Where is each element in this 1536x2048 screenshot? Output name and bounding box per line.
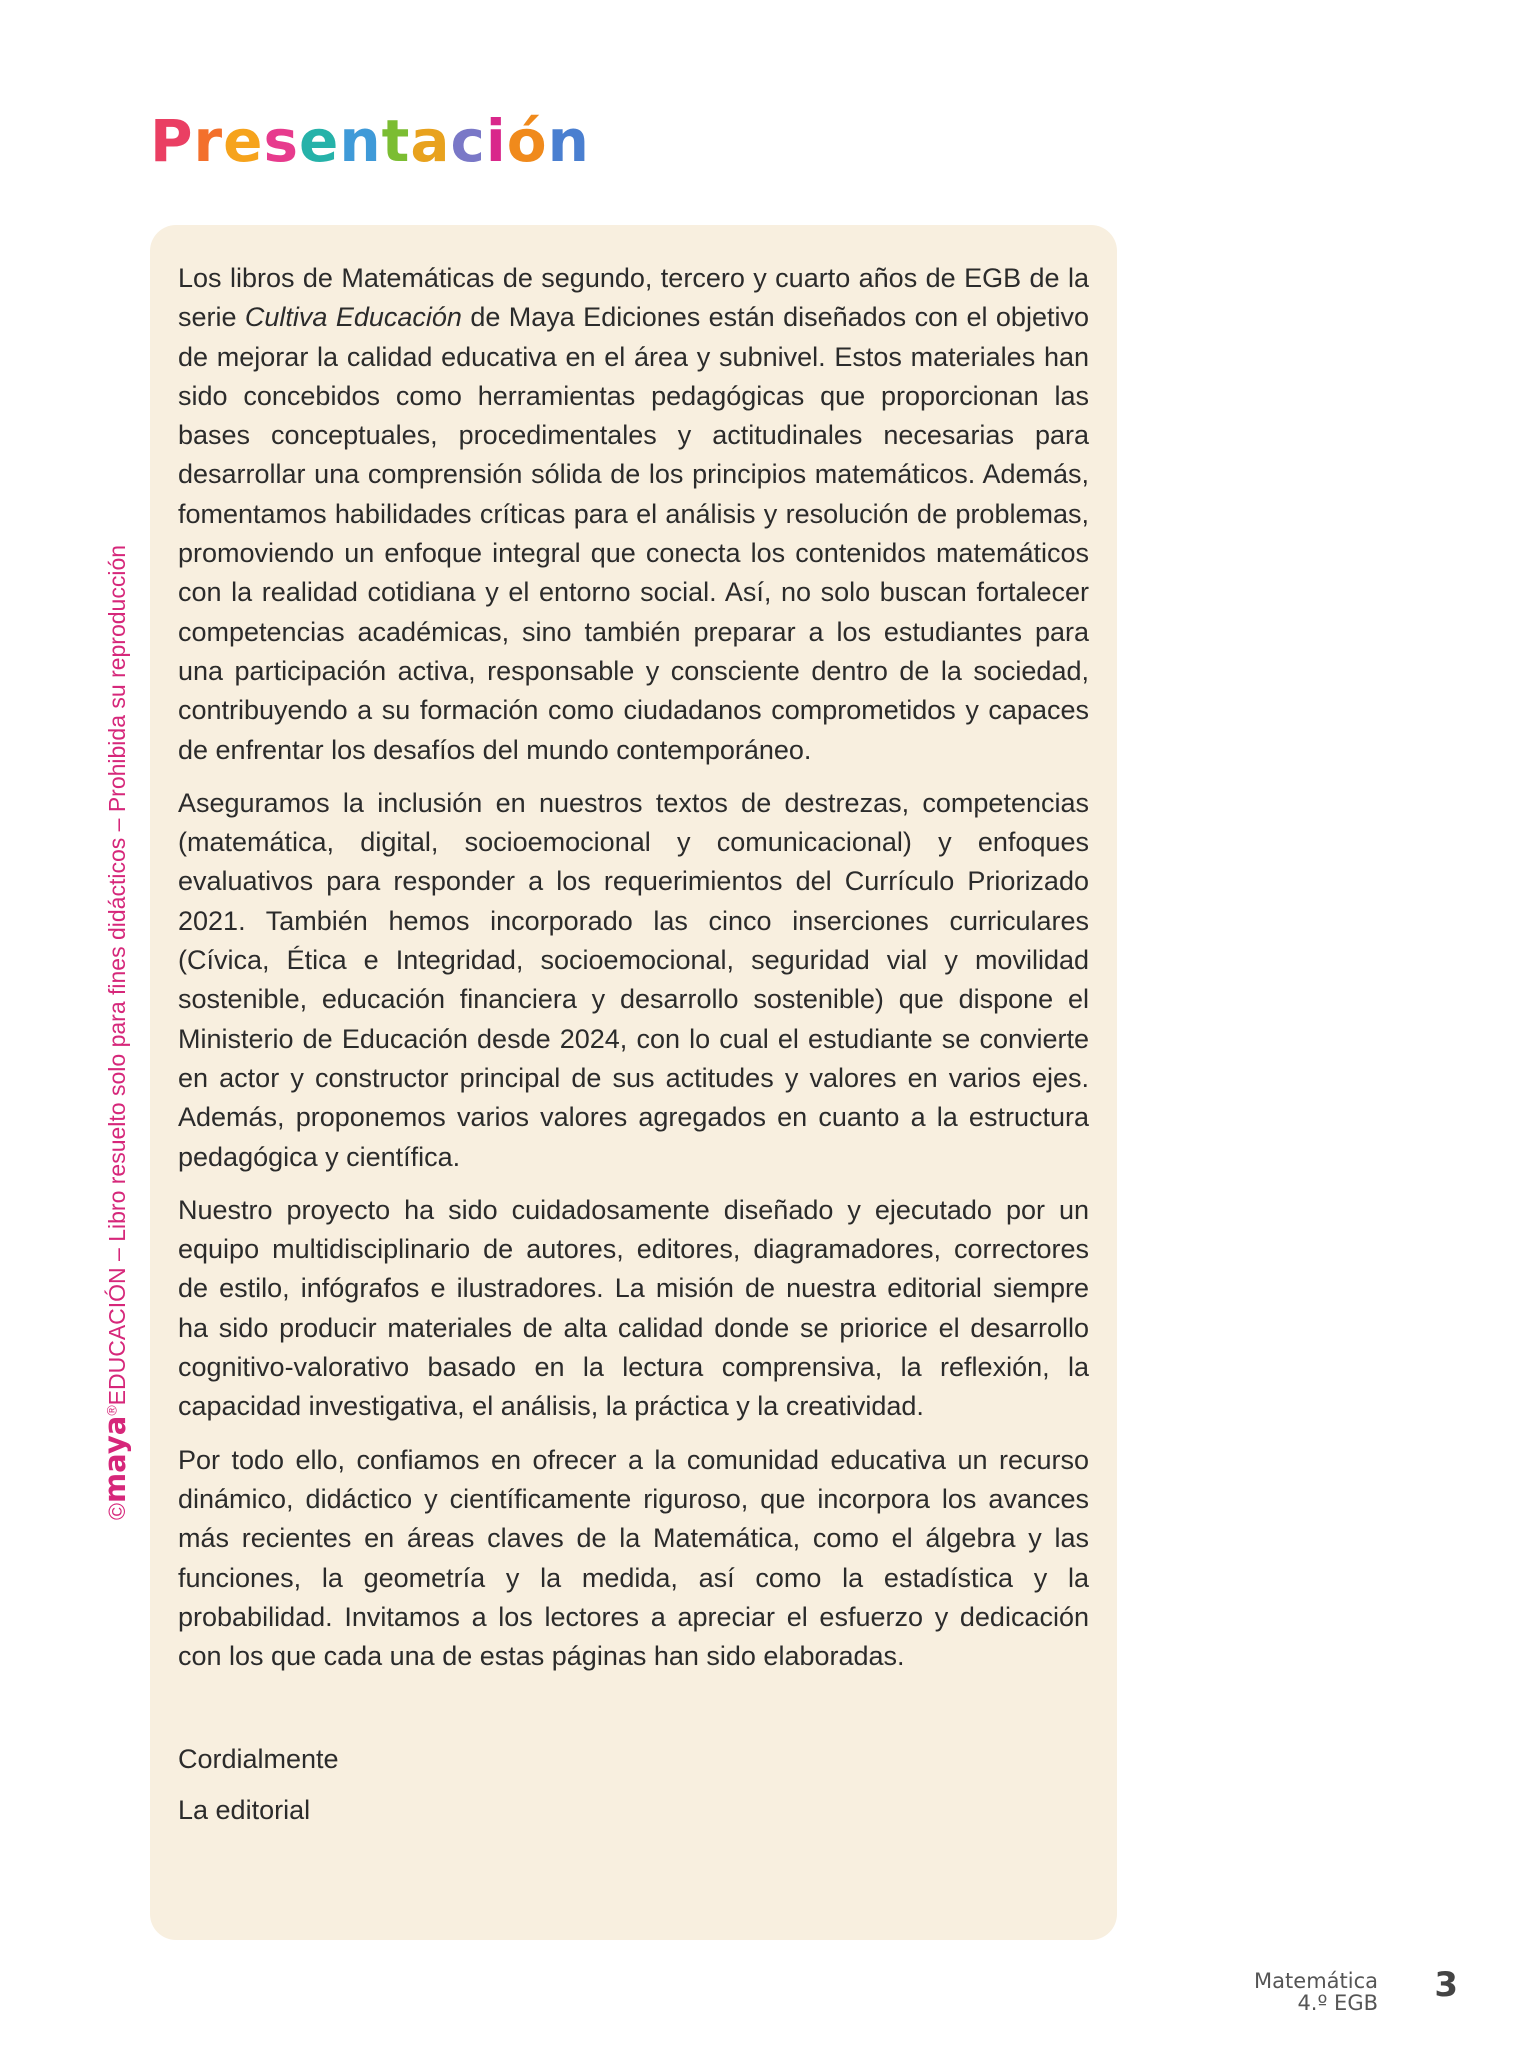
paragraph-1-rest: de Maya Ediciones están diseñados con el objetivo de mejorar la calidad educativa en el área y subnivel. Estos materiales han sido concebidos como herramientas pedagógicas que proporcionan las bases conceptuales, procedimentales y actitudinales necesarias para desarrollar una comprensión sólida de los principios matemáticos. Además, fomentamos habilidades críticas para el análisis y resolución de problemas, promoviendo un enfoque integral que conecta los contenidos matemáticos con la realidad cotidiana y el entorno social. Así, no solo buscan fortalecer competencias académicas, sino también preparar a los estudiantes para una participación activa, responsable y consciente dentro de la sociedad, contribuyendo a su formación como ciudadanos comprometidos y capaces de enfrentar los desafíos del mundo contemporáneo. [178, 302, 1089, 765]
paragraph-1 [178, 259, 1089, 770]
paragraph-1-start: Los libros de Matemáticas de segundo, tercero y cuarto años de EGB de la serie [178, 263, 1089, 333]
footer-subject: Matemática [1254, 1969, 1378, 1993]
copyright-notice: EDUCACIÓN – Libro resuelto solo para fines didácticos – Prohibida su reproducción [104, 544, 130, 1406]
presentation-panel [150, 225, 1117, 1940]
registered-mark: ® [103, 1405, 120, 1416]
title-letter: s [263, 107, 299, 175]
paragraph-2: Aseguramos la inclusión en nuestros textos de destrezas, competencias (matemática, digital, socioemocional y comunicacional) y enfoques evaluativos para responder a los requerimientos del Currículo Priorizado 2021. También hemos incorporado las cinco inserciones curriculares (Cívica, Ética e Integridad, socioemocional, seguridad vial y movilidad sostenible, educación financiera y desarrollo sostenible) que dispone el Ministerio de Educación desde 2024, con lo cual el estudiante se convierte en actor y constructor principal de sus actitudes y valores en varios ejes. Además, proponemos varios valores agregados en cuanto a la estructura pedagógica y científica. [178, 787, 1089, 1172]
footer-grade: 4.º EGB [1297, 1991, 1378, 2015]
copyright-symbol: © [104, 1503, 130, 1520]
footer-subject-block [1254, 1970, 1378, 2014]
page-number: 3 [1434, 1965, 1458, 2005]
series-name: Cultiva Educación [244, 302, 462, 333]
title-letter: i [485, 107, 507, 175]
title-letter: e [299, 107, 340, 175]
title-letter: n [339, 107, 382, 175]
title-letter: c [450, 107, 486, 175]
copyright-side-note [98, 545, 132, 1520]
title-letter: P [150, 107, 194, 175]
title-letter: e [223, 107, 264, 175]
title-letter: r [193, 107, 224, 175]
page-title [150, 107, 590, 175]
paragraph-3: Nuestro proyecto ha sido cuidadosamente diseñado y ejecutado por un equipo multidisciplinario de autores, editores, diagramadores, correctores de estilo, infógrafos e ilustradores. La misión de nuestra editorial siempre ha sido producir materiales de alta calidad donde se priorice el desarrollo cognitivo-valorativo basado en la lectura comprensiva, la reflexión, la capacidad investigativa, el análisis, la práctica y la creatividad. [178, 1194, 1089, 1422]
title-letter: t [381, 107, 411, 175]
closing-salutation: Cordialmente [178, 1744, 339, 1775]
title-letter: n [547, 107, 590, 175]
signature: La editorial [178, 1795, 311, 1826]
title-letter: ó [506, 107, 548, 175]
brand-logo-text: maya [98, 1415, 132, 1504]
paragraph-4: Por todo ello, confiamos en ofrecer a la comunidad educativa un recurso dinámico, didáctico y científicamente riguroso, que incorpora los avances más recientes en áreas claves de la Matemática, como el álgebra y las funciones, la geometría y la medida, así como la estadística y la probabilidad. Invitamos a los lectores a apreciar el esfuerzo y dedicación con los que cada una de estas páginas han sido elaboradas. [178, 1444, 1089, 1672]
title-letter: a [410, 107, 451, 175]
